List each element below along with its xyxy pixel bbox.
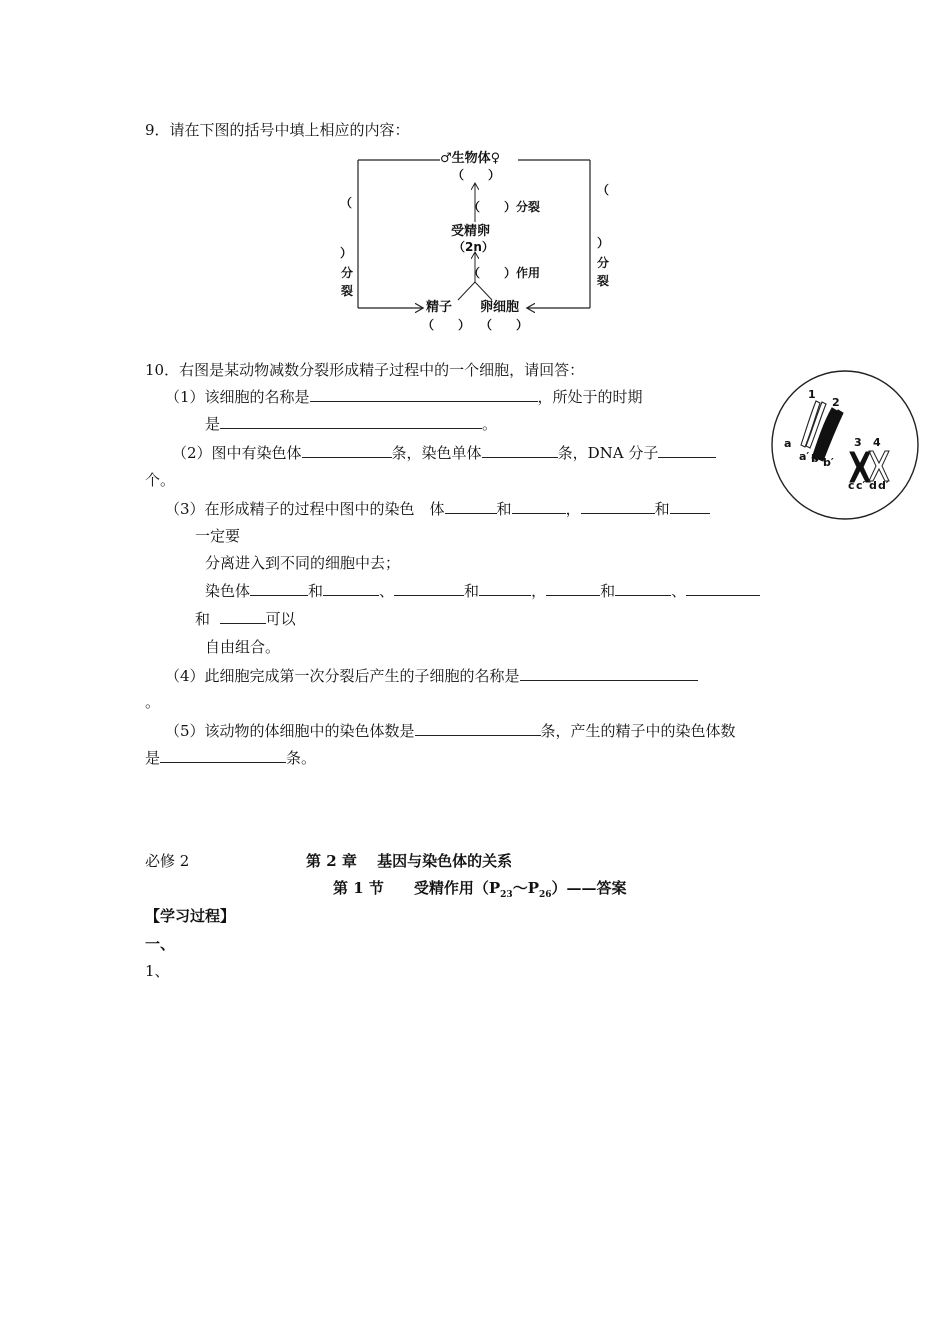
chromatid-label-a-prime: a′ [799,450,810,463]
right-open-paren: （ [597,183,610,197]
left-close-paren: ） [340,246,353,260]
egg-blank: （ ） [480,318,529,332]
book-label: 必修 2 [145,852,190,870]
chromosome-label-1: 1 [808,388,816,401]
chapter-title: 第 2 章 基因与染色体的关系 [306,852,513,870]
cell-membrane [772,371,918,519]
chromatid-label-d: d [869,479,877,492]
q10-p3-he: 和 [308,582,324,600]
section-title-b: ～P [512,879,539,897]
q10-p3-dun: 、 [379,582,395,600]
q10-p3-he: 和 [600,582,616,600]
q10-p5-text-b: 条，产生的精子中的染色体数 [540,722,736,740]
q10-part3-line2: 一定要 [195,527,241,545]
q10-p3-chrom: 染色体 [205,582,251,600]
q10-p3-and: 和 [496,500,512,518]
q10-p3-comma: ， [565,500,581,518]
q10-p1-text-c: 是 [205,415,221,433]
fertilization-blank: （ ）作用 [468,266,541,280]
q10-p4-text-a: （4）此细胞完成第一次分裂后产生的子细胞的名称是 [165,667,520,685]
sperm-label: 精子 [426,300,453,315]
q10-p3-dun: 、 [671,582,687,600]
q10-prompt: 10．右图是某动物减数分裂形成精子过程中的一个细胞，请回答： [145,361,585,379]
q10-part3-line3: 分离进入到不同的细胞中去； [205,554,401,572]
q10-p3-comma: ， [531,582,547,600]
q10-p2-text-c: 条，DNA 分子 [557,444,659,462]
q10-p2-text-b: 条，染色单体 [391,444,482,462]
q10-p3-keyi: 可以 [265,610,296,628]
q10-p3-text-a: （3）在形成精子的过程中图中的染色 体 [165,500,445,518]
right-close-paren: ） [597,236,610,250]
zygote-label: 受精卵 [451,224,491,239]
q10-part2-line2: 个。 [145,471,176,489]
left-open-paren: （ [340,196,353,210]
q10-p5-text-c: 是 [145,749,161,767]
q10-p5-text-a: （5）该动物的体细胞中的染色体数是 [165,722,415,740]
section-title-c: ）——答案 [551,879,627,897]
q10-p3-he: 和 [195,610,211,628]
page-end: 26 [538,890,552,900]
chromatid-label-c: c [848,479,855,492]
chromosome-4 [869,451,889,481]
chromosome-label-3: 3 [854,436,862,449]
q10-p5-text-d: 条。 [286,749,317,767]
sperm-blank: （ ） [422,318,471,332]
chromatid-label-d-prime: d′ [878,479,889,492]
page-start: 23 [500,890,513,900]
q10-p3-he: 和 [464,582,480,600]
chromatid-label-a: a [784,437,792,450]
q10-p1-text-d: 。 [482,415,498,433]
organism-label: ♂生物体♀ [440,151,501,166]
chromosome-label-4: 4 [873,436,881,449]
division-blank: （ ）分裂 [468,200,541,214]
q10-p2-text-a: （2）图中有染色体 [172,444,302,462]
part-one-heading: 一、 [145,935,176,953]
egg-label: 卵细胞 [480,300,520,315]
item-1: 1、 [145,962,170,980]
q10-p3-and: 和 [654,500,670,518]
chromatid-label-b: b [811,452,819,465]
left-division-text: 分裂 [341,266,354,298]
q10-part3-line6: 自由组合。 [205,638,281,656]
organism-blank: （ ） [452,168,501,182]
chromosome-label-2: 2 [832,396,840,409]
q10-p1-text-a: （1）该细胞的名称是 [165,388,310,406]
chromatid-label-c-prime: c′ [856,479,866,492]
zygote-ploidy: （2n） [453,240,494,254]
q10-part4-line2: 。 [145,693,161,711]
section-title [333,878,627,905]
chromosome-3 [850,452,870,482]
q10-p1-text-b: ，所处于的时期 [537,388,643,406]
right-division-text: 分裂 [597,256,610,288]
chromatid-label-b-prime: b′ [823,456,834,469]
learning-process-heading: 【学习过程】 [145,907,236,925]
section-title-a: 第 1 节 受精作用（P [333,879,501,897]
q9-prompt: 9．请在下图的括号中填上相应的内容： [145,121,410,139]
